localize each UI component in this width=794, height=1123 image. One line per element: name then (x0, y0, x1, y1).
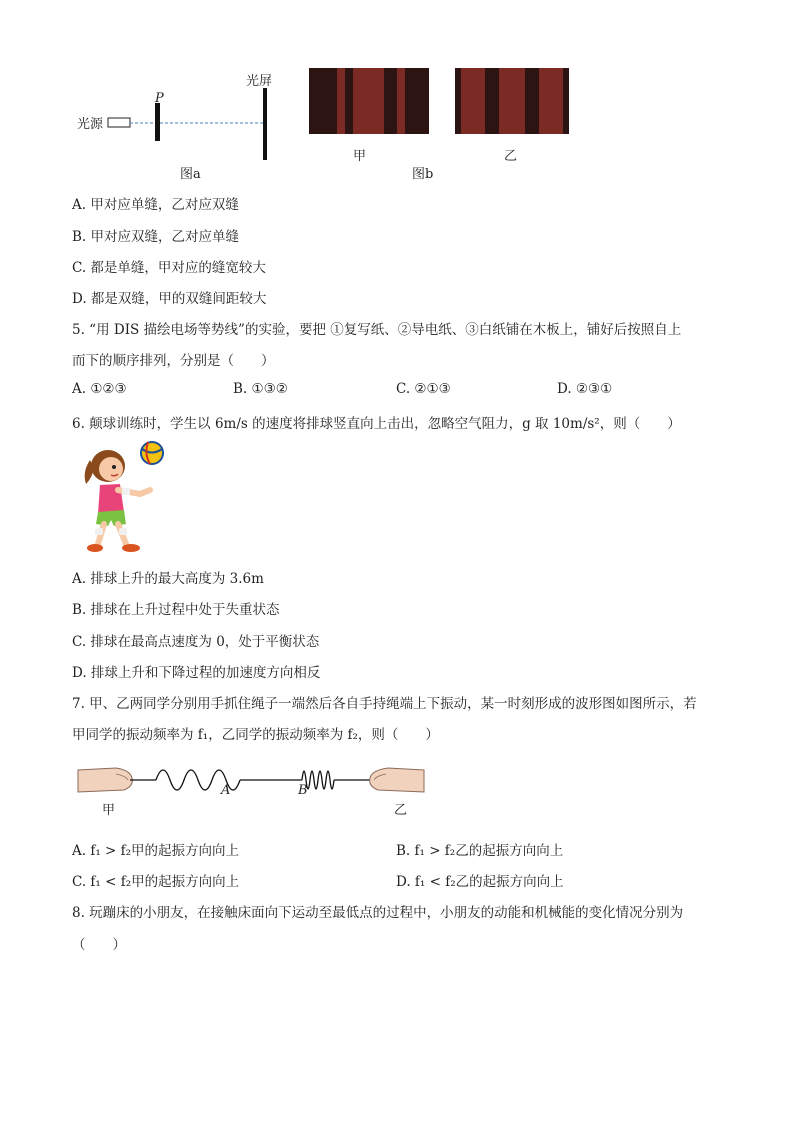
figure-a-diagram (60, 60, 290, 165)
q6-option-a: A. 排球上升的最大高度为 3.6m (72, 571, 264, 587)
q7-stem-line2: 甲同学的振动频率为 f₁，乙同学的振动频率为 f₂，则（ ） (72, 727, 439, 743)
q8-stem-line1: 8. 玩蹦床的小朋友，在接触床面向下运动至最低点的过程中，小朋友的动能和机械能的变化情况分别为 (72, 905, 684, 921)
q7-option-a: A. f₁ > f₂甲的起振方向向上 (72, 843, 240, 859)
fringe-label-jia: 甲 (353, 149, 367, 164)
q6-option-b: B. 排球在上升过程中处于失重状态 (72, 602, 280, 618)
q5-option-b: B. ①③② (233, 381, 288, 397)
q8-stem-line2: （ ） (72, 937, 126, 953)
figure-a-caption: 图a (180, 167, 201, 182)
wave-label-yi: 乙 (394, 803, 408, 818)
fringe-jia-bright-1 (337, 68, 345, 134)
right-hand (370, 768, 424, 792)
q5-stem-line1: 5. “用 DIS 描绘电场等势线”的实验，要把 ①复写纸、②导电纸、③白纸铺在木板上，铺好后按照自上 (72, 322, 682, 338)
q5-option-d: D. ②③① (557, 381, 613, 397)
rope-wave-figure (76, 760, 426, 822)
fringe-jia-bright-2 (397, 68, 405, 134)
q7-stem-line1: 7. 甲、乙两同学分别用手抓住绳子一端然后各自手持绳端上下振动，某一时刻形成的波形图如图所示，若 (72, 696, 697, 712)
slit-plate (155, 103, 160, 141)
q6-option-d: D. 排球上升和下降过程的加速度方向相反 (72, 665, 321, 681)
q5-option-a: A. ①②③ (72, 381, 127, 397)
q4-option-d: D. 都是双缝，甲的双缝间距较大 (72, 291, 267, 307)
light-screen (263, 88, 267, 160)
q7-option-b: B. f₁ > f₂乙的起振方向向上 (396, 843, 564, 859)
q4-option-a: A. 甲对应单缝，乙对应双缝 (72, 197, 239, 213)
volleyball-girl-illustration (78, 438, 173, 558)
q7-option-c: C. f₁ < f₂甲的起振方向向上 (72, 874, 240, 890)
fringe-pattern-yi (455, 68, 569, 134)
fringe-jia-bright-central (353, 68, 384, 134)
fringe-yi-bright-2 (499, 68, 525, 134)
figure-a (60, 60, 290, 185)
fringe-yi-bright-3 (539, 68, 563, 134)
q6-option-c: C. 排球在最高点速度为 0，处于平衡状态 (72, 634, 320, 650)
q6-stem: 6. 颠球训练时，学生以 6m/s 的速度将排球竖直向上击出，忽略空气阻力，g 取 10m/s²，则（ ） (72, 416, 681, 432)
screen-label: 光屏 (246, 74, 273, 89)
light-source-box (108, 118, 130, 127)
wave-label-jia: 甲 (102, 803, 116, 818)
wave-label-a: A (221, 783, 231, 798)
light-source-label: 光源 (77, 117, 104, 132)
fringe-label-yi: 乙 (504, 149, 518, 164)
figure-b-caption: 图b (412, 167, 434, 182)
q5-option-c: C. ②①③ (396, 381, 451, 397)
q4-option-c: C. 都是单缝，甲对应的缝宽较大 (72, 260, 266, 276)
slit-label: P (155, 91, 164, 106)
wave-label-b: B (298, 783, 308, 798)
q5-stem-line2: 而下的顺序排列，分别是（ ） (72, 353, 275, 369)
q7-option-d: D. f₁ < f₂乙的起振方向向上 (396, 874, 564, 890)
fringe-yi-bright-1 (461, 68, 485, 134)
left-hand (78, 768, 132, 792)
fringe-pattern-jia (309, 68, 429, 134)
q4-option-b: B. 甲对应双缝，乙对应单缝 (72, 229, 240, 245)
